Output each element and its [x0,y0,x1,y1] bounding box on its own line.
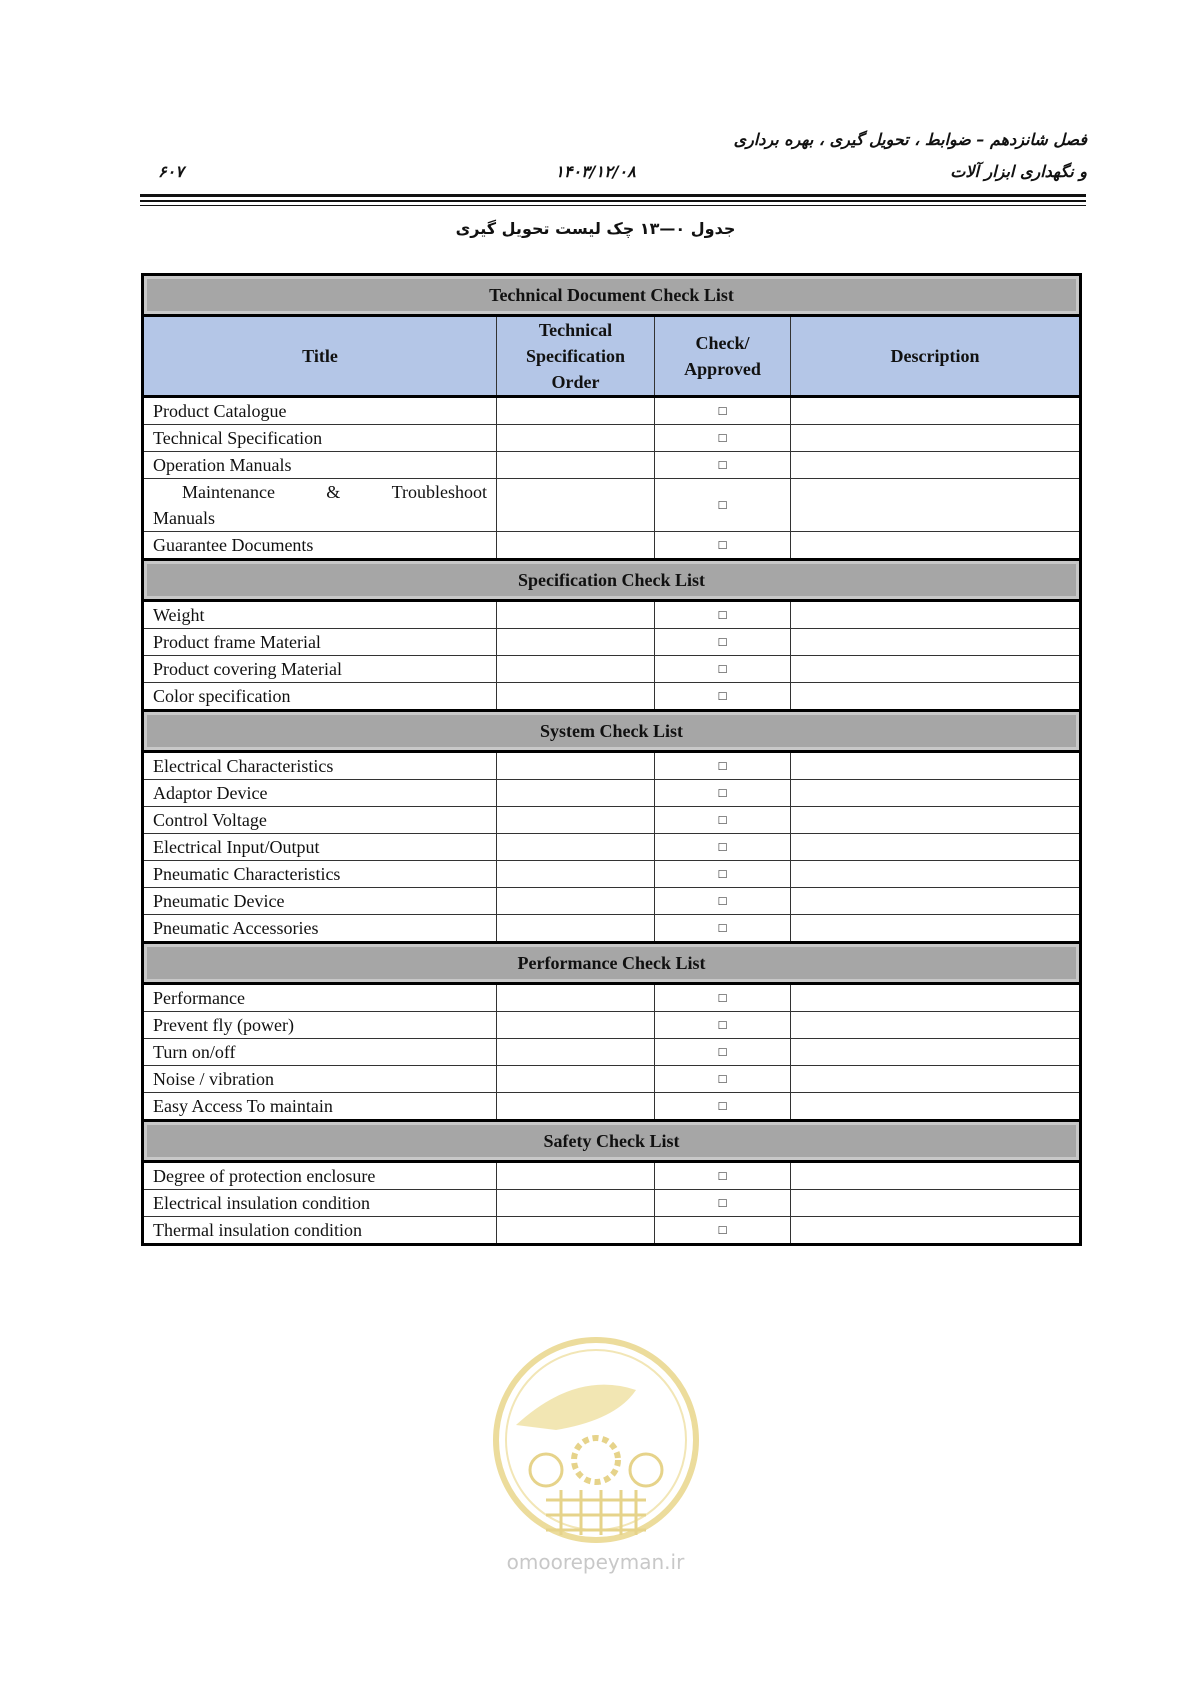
row-description[interactable] [791,532,1081,560]
row-order [497,532,655,560]
row-order [497,915,655,943]
table-row [143,479,1081,532]
table-row [143,1012,1081,1039]
checkbox[interactable]: □ [655,656,791,683]
row-order [497,1039,655,1066]
watermark-logo [486,1330,706,1550]
row-order [497,1066,655,1093]
checkbox[interactable]: □ [655,1217,791,1245]
row-order [497,452,655,479]
row-title: Product Catalogue [143,397,497,425]
row-order [497,425,655,452]
row-title: Color specification [143,683,497,711]
table-row [143,1217,1081,1245]
row-description[interactable] [791,683,1081,711]
checkbox[interactable]: □ [655,915,791,943]
table-row [143,629,1081,656]
row-title: Degree of protection enclosure [143,1162,497,1190]
row-order [497,479,655,532]
table-row [143,452,1081,479]
row-description[interactable] [791,1217,1081,1245]
row-title [143,479,497,532]
row-title: Product covering Material [143,656,497,683]
header-date: ۱۴۰۳/۱۲/۰۸ [555,162,636,181]
checkbox[interactable]: □ [655,834,791,861]
checkbox[interactable]: □ [655,452,791,479]
row-title: Weight [143,601,497,629]
checkbox[interactable]: □ [655,1066,791,1093]
page-number: ۶۰۷ [158,162,184,181]
checkbox[interactable]: □ [655,397,791,425]
row-title: Prevent fly (power) [143,1012,497,1039]
table-row [143,915,1081,943]
checkbox[interactable]: □ [655,1190,791,1217]
row-order [497,656,655,683]
checkbox[interactable]: □ [655,861,791,888]
checkbox[interactable]: □ [655,479,791,532]
table-row [143,752,1081,780]
row-description[interactable] [791,1012,1081,1039]
row-title: Pneumatic Characteristics [143,861,497,888]
row-order [497,1217,655,1245]
section-header [143,943,1081,984]
row-description[interactable] [791,1066,1081,1093]
header-rule [140,194,1086,197]
row-description[interactable] [791,834,1081,861]
table-row [143,780,1081,807]
row-title-word: & [326,482,341,502]
chapter-title-line2: و نگهداری ابزار آلات [950,162,1087,181]
row-title: Adaptor Device [143,780,497,807]
col-header-order [497,316,655,397]
table-title: Technical Document Check List [143,275,1081,316]
section-title: Safety Check List [143,1121,1081,1162]
row-description[interactable] [791,452,1081,479]
section-title: Performance Check List [143,943,1081,984]
checkbox[interactable]: □ [655,425,791,452]
table-row [143,397,1081,425]
row-title: Operation Manuals [143,452,497,479]
row-order [497,1190,655,1217]
table-row [143,656,1081,683]
checkbox[interactable]: □ [655,601,791,629]
checkbox[interactable]: □ [655,780,791,807]
checkbox[interactable]: □ [655,752,791,780]
row-description[interactable] [791,397,1081,425]
checkbox[interactable]: □ [655,984,791,1012]
row-title: Guarantee Documents [143,532,497,560]
row-title: Noise / vibration [143,1066,497,1093]
row-title: Control Voltage [143,807,497,834]
col-header-description: Description [791,316,1081,397]
header-rule [140,200,1086,202]
table-row [143,984,1081,1012]
checkbox[interactable]: □ [655,629,791,656]
row-order [497,752,655,780]
watermark-site: omoorepeyman.ir [506,1550,685,1574]
row-title: Turn on/off [143,1039,497,1066]
table-row [143,1039,1081,1066]
checkbox[interactable]: □ [655,1093,791,1121]
row-order [497,1012,655,1039]
row-description[interactable] [791,601,1081,629]
row-order [497,861,655,888]
row-title: Electrical insulation condition [143,1190,497,1217]
row-description[interactable] [791,752,1081,780]
chapter-title-line1: فصل شانزدهم – ضوابط ، تحویل گیری ، بهره برداری [733,130,1087,149]
row-title: Electrical Input/Output [143,834,497,861]
row-order [497,984,655,1012]
row-title-word: Manuals [153,508,215,528]
col-header-order-line: Order [551,372,600,392]
checkbox[interactable]: □ [655,888,791,915]
row-description[interactable] [791,984,1081,1012]
row-title-word: Maintenance [182,482,275,502]
col-header-check [655,316,791,397]
row-title: Pneumatic Accessories [143,915,497,943]
section-header [143,711,1081,752]
row-title: Technical Specification [143,425,497,452]
row-description[interactable] [791,888,1081,915]
row-description[interactable] [791,807,1081,834]
checkbox[interactable]: □ [655,532,791,560]
row-description[interactable] [791,1162,1081,1190]
row-title: Easy Access To maintain [143,1093,497,1121]
row-title-word: Troubleshoot [391,482,487,502]
row-description[interactable] [791,629,1081,656]
table-row [143,601,1081,629]
table-row [143,1093,1081,1121]
checkbox[interactable]: □ [655,683,791,711]
row-description[interactable] [791,915,1081,943]
row-title: Thermal insulation condition [143,1217,497,1245]
row-description[interactable] [791,425,1081,452]
table-row [143,1162,1081,1190]
row-order [497,397,655,425]
table-row [143,1190,1081,1217]
row-title: Performance [143,984,497,1012]
table-row [143,807,1081,834]
table-row [143,683,1081,711]
table-row [143,532,1081,560]
row-description[interactable] [791,1093,1081,1121]
row-description[interactable] [791,861,1081,888]
column-header-row [143,316,1081,397]
row-order [497,888,655,915]
header-rule [140,205,1086,206]
section-title: Specification Check List [143,560,1081,601]
table-row [143,1066,1081,1093]
row-description[interactable] [791,479,1081,532]
row-description[interactable] [791,1039,1081,1066]
row-order [497,629,655,656]
checkbox[interactable]: □ [655,1012,791,1039]
row-order [497,601,655,629]
table-caption: جدول ۰—۱۳ چک لیست تحویل گیری [455,219,736,238]
checkbox[interactable]: □ [655,807,791,834]
row-order [497,834,655,861]
section-header [143,1121,1081,1162]
row-description[interactable] [791,1190,1081,1217]
table-row [143,888,1081,915]
row-title: Product frame Material [143,629,497,656]
row-title: Electrical Characteristics [143,752,497,780]
section-title: System Check List [143,711,1081,752]
row-order [497,1093,655,1121]
col-header-title: Title [143,316,497,397]
row-title: Pneumatic Device [143,888,497,915]
col-header-check-line: Approved [684,359,761,379]
checklist-table [141,273,1082,1246]
row-order [497,780,655,807]
table-row [143,861,1081,888]
row-description[interactable] [791,780,1081,807]
col-header-order-line: Technical [538,320,613,340]
row-order [497,1162,655,1190]
row-description[interactable] [791,656,1081,683]
section-header [143,275,1081,316]
col-header-check-line: Check/ [695,333,750,353]
table-row [143,425,1081,452]
row-order [497,683,655,711]
checkbox[interactable]: □ [655,1162,791,1190]
section-header [143,560,1081,601]
checkbox[interactable]: □ [655,1039,791,1066]
col-header-order-line: Specification [526,346,625,366]
table-row [143,834,1081,861]
row-order [497,807,655,834]
